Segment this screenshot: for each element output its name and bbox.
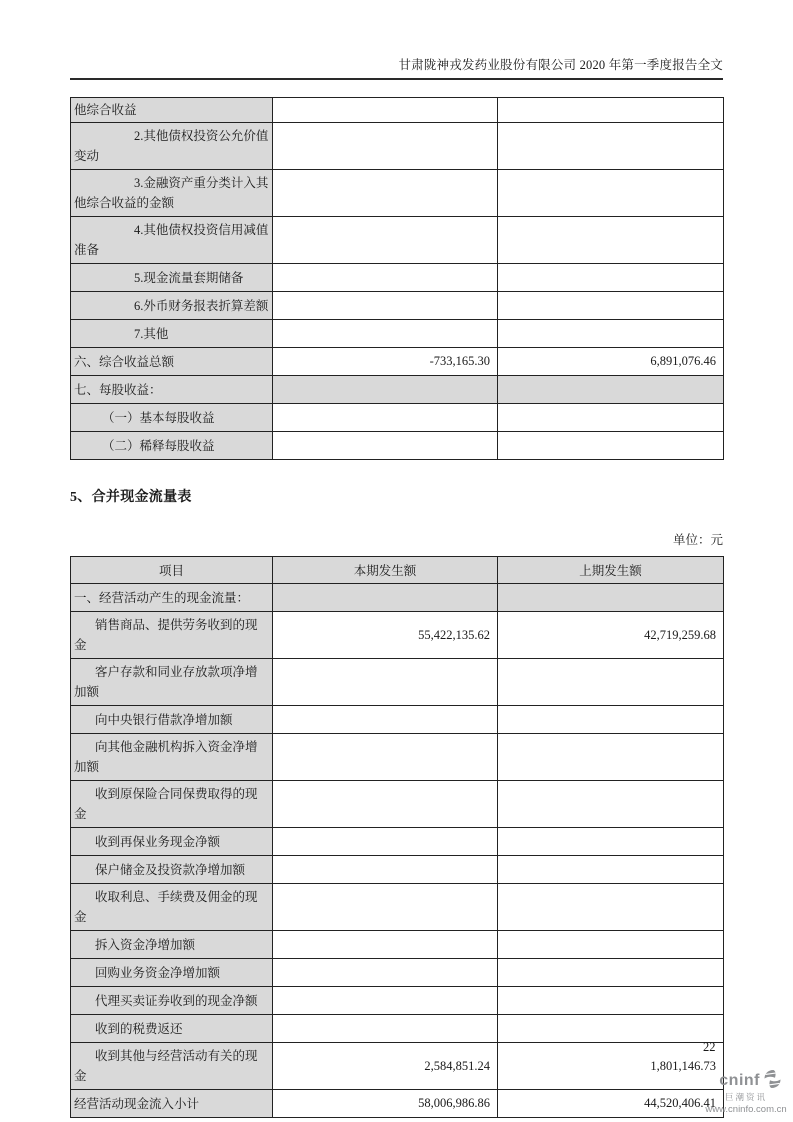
current-amount-cell: 58,006,986.86	[273, 1090, 498, 1118]
table-row	[71, 123, 724, 170]
current-amount-cell: 2,584,851.24	[273, 1043, 498, 1090]
item-cell: 5.现金流量套期储备	[71, 264, 273, 292]
table-row	[71, 734, 724, 781]
cash-flow-table-body	[71, 584, 724, 1118]
table-row	[71, 376, 724, 404]
table-row	[71, 1043, 724, 1090]
current-amount-cell	[273, 959, 498, 987]
table-row	[71, 612, 724, 659]
prior-amount-cell: 44,520,406.41	[498, 1090, 724, 1118]
item-cell: 4.其他债权投资信用减值准备	[71, 217, 273, 264]
current-amount-cell	[273, 376, 498, 404]
item-cell: 经营活动现金流入小计	[71, 1090, 273, 1118]
current-amount-cell	[273, 734, 498, 781]
column-header-current-period: 本期发生额	[273, 557, 498, 584]
prior-amount-cell: 42,719,259.68	[498, 612, 724, 659]
table-row	[71, 987, 724, 1015]
prior-amount-cell	[498, 884, 724, 931]
item-cell: 保户储金及投资款净增加额	[71, 856, 273, 884]
prior-amount-cell	[498, 170, 724, 217]
prior-amount-cell	[498, 123, 724, 170]
item-cell: （一）基本每股收益	[71, 404, 273, 432]
table-row	[71, 856, 724, 884]
cninfo-chinese-name: 巨潮资讯	[724, 1092, 767, 1103]
current-amount-cell	[273, 1015, 498, 1043]
item-cell: 七、每股收益：	[71, 376, 273, 404]
item-cell: 收到其他与经营活动有关的现金	[71, 1043, 273, 1090]
unit-label: 单位：元	[672, 533, 723, 547]
current-amount-cell	[273, 98, 498, 123]
current-amount-cell: 55,422,135.62	[273, 612, 498, 659]
item-cell: 3.金融资产重分类计入其他综合收益的金额	[71, 170, 273, 217]
table-row	[71, 348, 724, 376]
current-amount-cell	[273, 404, 498, 432]
prior-amount-cell	[498, 404, 724, 432]
header-divider	[70, 78, 723, 80]
item-cell: 拆入资金净增加额	[71, 931, 273, 959]
prior-amount-cell	[498, 706, 724, 734]
prior-amount-cell	[498, 376, 724, 404]
prior-amount-cell	[498, 659, 724, 706]
current-amount-cell: -733,165.30	[273, 348, 498, 376]
item-cell: 向其他金融机构拆入资金净增加额	[71, 734, 273, 781]
table-row	[71, 292, 724, 320]
prior-amount-cell	[498, 432, 724, 460]
item-cell: 2.其他债权投资公允价值变动	[71, 123, 273, 170]
prior-amount-cell	[498, 987, 724, 1015]
table-row	[71, 884, 724, 931]
table-row	[71, 959, 724, 987]
item-cell: 一、经营活动产生的现金流量：	[71, 584, 273, 612]
item-cell: 收到再保业务现金净额	[71, 828, 273, 856]
current-amount-cell	[273, 320, 498, 348]
table-row	[71, 706, 724, 734]
current-amount-cell	[273, 856, 498, 884]
cash-flow-table	[70, 556, 724, 1118]
table-row	[71, 781, 724, 828]
item-cell: 7.其他	[71, 320, 273, 348]
table-row	[71, 828, 724, 856]
item-cell: 收到原保险合同保费取得的现金	[71, 781, 273, 828]
item-cell: 向中央银行借款净增加额	[71, 706, 273, 734]
table-row	[71, 432, 724, 460]
current-amount-cell	[273, 659, 498, 706]
comprehensive-income-table	[70, 97, 724, 460]
prior-amount-cell	[498, 734, 724, 781]
prior-amount-cell: 1,801,146.73	[498, 1043, 724, 1090]
cninfo-logo	[703, 1070, 789, 1115]
table-row	[71, 217, 724, 264]
prior-amount-cell	[498, 264, 724, 292]
report-header-title: 甘肃陇神戎发药业股份有限公司 2020 年第一季度报告全文	[398, 58, 723, 72]
item-cell: 代理买卖证券收到的现金净额	[71, 987, 273, 1015]
prior-amount-cell	[498, 98, 724, 123]
column-header-prior-period: 上期发生额	[498, 557, 724, 584]
page-number: 22	[703, 1040, 716, 1054]
table-row	[71, 264, 724, 292]
cninfo-url: www.cninfo.com.cn	[705, 1103, 787, 1115]
current-amount-cell	[273, 828, 498, 856]
prior-amount-cell	[498, 781, 724, 828]
item-cell: 他综合收益	[71, 98, 273, 123]
cninfo-brand-text: cninf	[719, 1072, 760, 1090]
current-amount-cell	[273, 292, 498, 320]
prior-amount-cell	[498, 217, 724, 264]
item-cell: 6.外币财务报表折算差额	[71, 292, 273, 320]
current-amount-cell	[273, 123, 498, 170]
item-cell: （二）稀释每股收益	[71, 432, 273, 460]
prior-amount-cell	[498, 320, 724, 348]
prior-amount-cell	[498, 931, 724, 959]
item-cell: 回购业务资金净增加额	[71, 959, 273, 987]
prior-amount-cell	[498, 959, 724, 987]
current-amount-cell	[273, 432, 498, 460]
prior-amount-cell	[498, 1015, 724, 1043]
item-cell: 收取利息、手续费及佣金的现金	[71, 884, 273, 931]
table-row	[71, 404, 724, 432]
comprehensive-income-table-body	[71, 98, 724, 460]
current-amount-cell	[273, 884, 498, 931]
table-row	[71, 170, 724, 217]
header-row	[71, 557, 724, 584]
current-amount-cell	[273, 264, 498, 292]
table-row	[71, 584, 724, 612]
current-amount-cell	[273, 781, 498, 828]
item-cell: 客户存款和同业存放款项净增加额	[71, 659, 273, 706]
cninfo-swirl-icon	[762, 1070, 783, 1093]
prior-amount-cell	[498, 584, 724, 612]
current-amount-cell	[273, 217, 498, 264]
prior-amount-cell	[498, 292, 724, 320]
section-heading-cash-flow-statement: 5、合并现金流量表	[70, 490, 192, 505]
column-header-item: 项目	[71, 557, 273, 584]
current-amount-cell	[273, 987, 498, 1015]
table-row	[71, 320, 724, 348]
prior-amount-cell: 6,891,076.46	[498, 348, 724, 376]
table-row	[71, 931, 724, 959]
current-amount-cell	[273, 706, 498, 734]
current-amount-cell	[273, 584, 498, 612]
cash-flow-table-header	[71, 557, 724, 584]
prior-amount-cell	[498, 856, 724, 884]
table-row	[71, 1090, 724, 1118]
item-cell: 六、综合收益总额	[71, 348, 273, 376]
current-amount-cell	[273, 931, 498, 959]
item-cell: 收到的税费返还	[71, 1015, 273, 1043]
current-amount-cell	[273, 170, 498, 217]
table-row	[71, 98, 724, 123]
table-row	[71, 1015, 724, 1043]
table-row	[71, 659, 724, 706]
prior-amount-cell	[498, 828, 724, 856]
item-cell: 销售商品、提供劳务收到的现金	[71, 612, 273, 659]
